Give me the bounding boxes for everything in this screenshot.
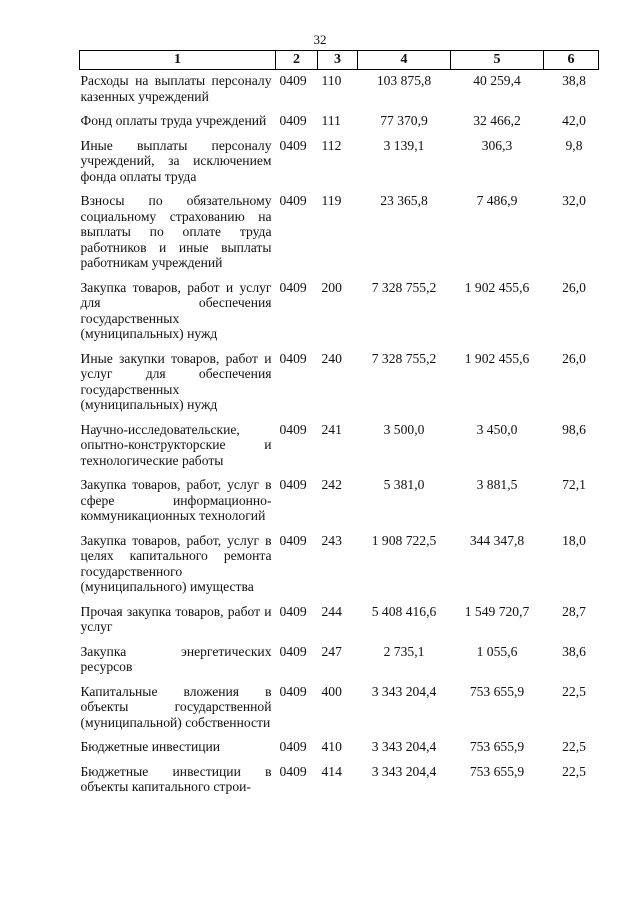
row-name-cell: Закупка товаров, работ, услуг в целях капитального ремонта государственного (муниципального) имущества xyxy=(80,532,272,594)
row-actual-value-cell: 3 881,5 xyxy=(476,477,518,492)
row-name-cell: Фонд оплаты труда учреждений xyxy=(80,113,267,128)
row-expense-type-cell: 111 xyxy=(321,113,341,128)
row-actual-value-cell: 306,3 xyxy=(481,137,513,153)
row-actual-value-cell: 3 450,0 xyxy=(476,421,518,437)
row-actual-value-cell: 753 655,9 xyxy=(469,739,525,754)
row-plan-value-cell: 7 328 755,2 xyxy=(371,350,437,366)
row-name-cell: Расходы на выплаты персоналу казенных учреждений xyxy=(80,73,272,104)
row-plan-value-cell: 3 343 204,4 xyxy=(371,683,437,699)
table-row xyxy=(80,524,599,595)
row-section-code-cell: 0409 xyxy=(279,683,307,699)
table-row xyxy=(80,675,599,731)
row-percent-cell: 72,1 xyxy=(562,477,586,492)
row-section-code-cell: 0409 xyxy=(279,137,307,153)
header-col-6: 6 xyxy=(544,51,599,70)
row-section-code-cell: 0409 xyxy=(279,532,307,548)
header-col-4: 4 xyxy=(358,51,451,70)
row-percent-cell: 26,0 xyxy=(562,350,586,366)
header-col-1: 1 xyxy=(80,51,276,70)
row-plan-value-cell: 2 735,1 xyxy=(383,643,425,659)
table-row xyxy=(80,635,599,675)
row-section-code-cell: 0409 xyxy=(279,477,307,492)
table-row xyxy=(80,104,599,129)
row-name-cell: Бюджетные инвестиции в объекты капитального строи- xyxy=(80,763,272,794)
row-expense-type-cell: 110 xyxy=(321,73,342,88)
row-plan-value-cell: 103 875,8 xyxy=(376,73,432,88)
row-actual-value-cell: 7 486,9 xyxy=(476,193,518,208)
page-number: 32 xyxy=(313,32,327,47)
row-expense-type-cell: 200 xyxy=(321,279,342,295)
table-row xyxy=(80,413,599,469)
table-row xyxy=(80,342,599,413)
row-percent-cell: 42,0 xyxy=(562,113,586,128)
table-row xyxy=(80,730,599,755)
row-expense-type-cell: 414 xyxy=(321,763,342,779)
row-expense-type-cell: 400 xyxy=(321,683,342,699)
row-name-cell: Научно-исследовательские, опытно-конструкторские и технологические работы xyxy=(80,421,272,468)
row-section-code-cell: 0409 xyxy=(279,643,307,659)
row-section-code-cell: 0409 xyxy=(279,763,307,779)
row-expense-type-cell: 243 xyxy=(321,532,342,548)
row-plan-value-cell: 5 381,0 xyxy=(383,477,425,492)
row-name-cell: Иные закупки товаров, работ и услуг для обеспечения государственных (муниципальных) нужд xyxy=(80,350,272,412)
table-header xyxy=(80,51,599,70)
row-actual-value-cell: 1 902 455,6 xyxy=(464,350,530,366)
row-plan-value-cell: 7 328 755,2 xyxy=(371,279,437,295)
row-section-code-cell: 0409 xyxy=(279,350,307,366)
row-plan-value-cell: 1 908 722,5 xyxy=(371,532,437,548)
row-name-cell: Закупка товаров, работ и услуг для обеспечения государственных (муниципальных) нужд xyxy=(80,279,272,341)
row-section-code-cell: 0409 xyxy=(279,73,307,88)
row-actual-value-cell: 1 055,6 xyxy=(476,643,518,659)
row-plan-value-cell: 3 343 204,4 xyxy=(371,763,437,779)
row-actual-value-cell: 753 655,9 xyxy=(469,763,525,779)
row-section-code-cell: 0409 xyxy=(279,739,307,754)
header-row xyxy=(80,51,599,70)
row-percent-cell: 9,8 xyxy=(565,137,583,153)
row-expense-type-cell: 112 xyxy=(321,137,342,153)
row-actual-value-cell: 344 347,8 xyxy=(469,532,525,548)
table-row xyxy=(80,129,599,185)
row-percent-cell: 22,5 xyxy=(562,683,586,699)
header-col-5: 5 xyxy=(451,51,544,70)
row-section-code-cell: 0409 xyxy=(279,193,307,208)
row-percent-cell: 22,5 xyxy=(562,739,586,754)
row-name-cell: Прочая закупка товаров, работ и услуг xyxy=(80,603,272,634)
row-name-cell: Иные выплаты персоналу учреждений, за исключением фонда оплаты труда xyxy=(80,137,272,184)
row-percent-cell: 32,0 xyxy=(562,193,586,208)
table-row xyxy=(80,595,599,635)
row-expense-type-cell: 410 xyxy=(321,739,342,754)
row-expense-type-cell: 119 xyxy=(321,193,342,208)
row-expense-type-cell: 244 xyxy=(321,603,342,619)
table-row xyxy=(80,70,599,105)
row-section-code-cell: 0409 xyxy=(279,603,307,619)
row-plan-value-cell: 5 408 416,6 xyxy=(371,603,437,619)
row-percent-cell: 98,6 xyxy=(562,421,586,437)
row-percent-cell: 22,5 xyxy=(562,763,586,779)
table-row xyxy=(80,184,599,271)
row-percent-cell: 18,0 xyxy=(562,532,586,548)
row-expense-type-cell: 247 xyxy=(321,643,342,659)
row-plan-value-cell: 3 139,1 xyxy=(383,137,425,153)
row-name-cell: Закупка энергетических ресурсов xyxy=(80,643,272,674)
header-col-3: 3 xyxy=(318,51,358,70)
row-plan-value-cell: 23 365,8 xyxy=(380,193,428,208)
row-actual-value-cell: 753 655,9 xyxy=(469,683,525,699)
row-name-cell: Бюджетные инвестиции xyxy=(80,739,221,754)
row-section-code-cell: 0409 xyxy=(279,113,307,128)
row-section-code-cell: 0409 xyxy=(279,279,307,295)
row-name-cell: Взносы по обязательному социальному страхованию на выплаты по оплате труда работников и иные выплаты работникам учреждений xyxy=(80,193,272,270)
header-col-2: 2 xyxy=(276,51,318,70)
row-percent-cell: 38,6 xyxy=(562,643,586,659)
row-expense-type-cell: 242 xyxy=(321,477,342,492)
table-row xyxy=(80,271,599,342)
row-plan-value-cell: 3 500,0 xyxy=(383,421,425,437)
row-section-code-cell: 0409 xyxy=(279,421,307,437)
row-actual-value-cell: 32 466,2 xyxy=(473,113,521,128)
row-expense-type-cell: 241 xyxy=(321,421,342,437)
row-expense-type-cell: 240 xyxy=(321,350,342,366)
row-plan-value-cell: 77 370,9 xyxy=(380,113,428,128)
row-percent-cell: 38,8 xyxy=(562,73,586,88)
table-row xyxy=(80,468,599,524)
row-name-cell: Закупка товаров, работ, услуг в сфере информационно-коммуникационных технологий xyxy=(80,477,272,523)
row-actual-value-cell: 1 902 455,6 xyxy=(464,279,530,295)
table-row xyxy=(80,755,599,795)
table-body xyxy=(80,70,599,795)
row-percent-cell: 26,0 xyxy=(562,279,586,295)
row-plan-value-cell: 3 343 204,4 xyxy=(371,739,437,754)
row-percent-cell: 28,7 xyxy=(562,603,586,619)
row-actual-value-cell: 1 549 720,7 xyxy=(464,603,530,619)
row-name-cell: Капитальные вложения в объекты государственной (муниципальной) собственности xyxy=(80,683,272,730)
budget-table xyxy=(79,50,599,795)
row-actual-value-cell: 40 259,4 xyxy=(473,73,521,88)
